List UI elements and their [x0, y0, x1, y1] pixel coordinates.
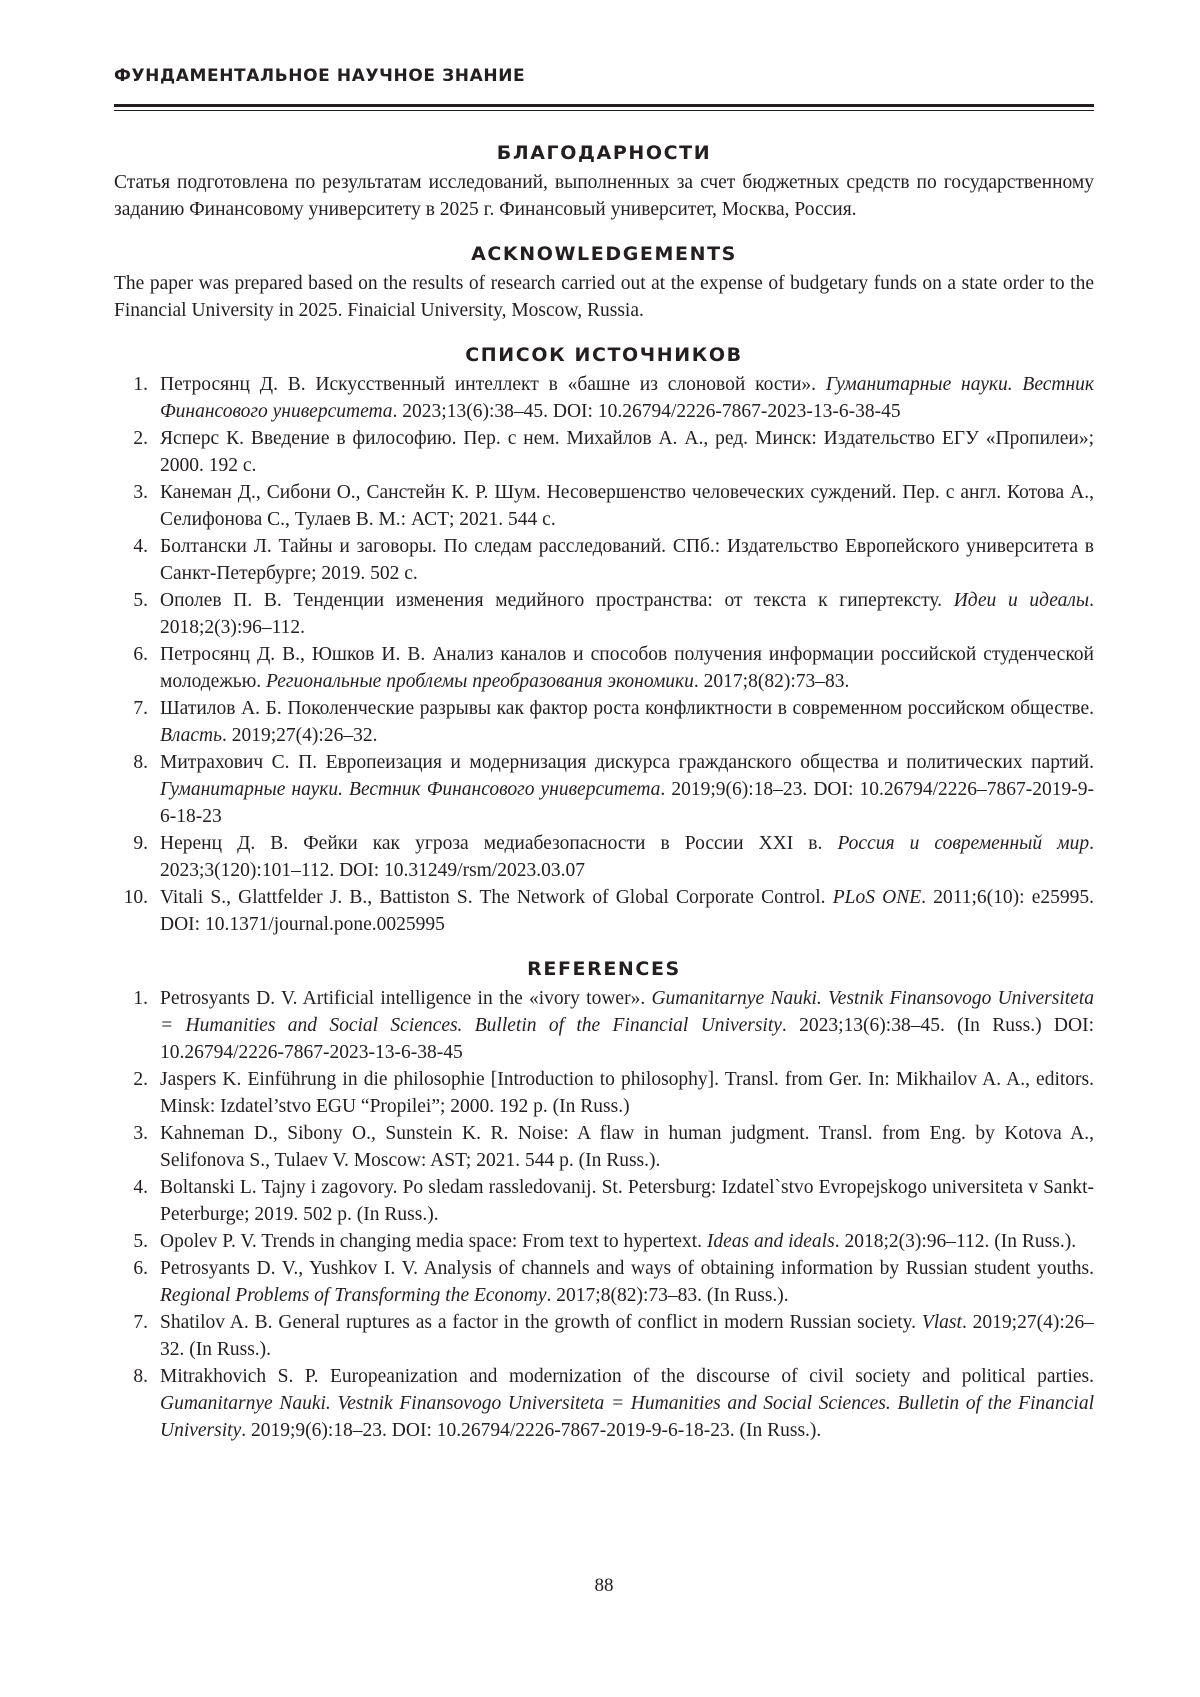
reference-item [114, 749, 1094, 830]
reference-number: 5. [133, 590, 148, 611]
reference-journal: Власть [160, 725, 223, 746]
reference-item [114, 1066, 1094, 1120]
acknowledgements-text: The paper was prepared based on the results of research carried out at the expense of budgetary funds on a state order to the Financial University in 2025. Finaicial University, Moscow, Russia. [114, 273, 1094, 321]
reference-number: 8. [133, 752, 148, 773]
reference-text: Болтански Л. Тайны и заговоры. По следам расследований. СПб.: Издательство Европейского университета в Санкт-Петербурге; 2019. 502 с. [160, 536, 1094, 584]
reference-text: Vitali S., Glattfelder J. B., Battiston S. The Network of Global Corporate Control. [160, 887, 833, 908]
reference-text: Opolev P. V. Trends in changing media space: From text to hypertext. [160, 1231, 707, 1252]
reference-details: . 2018;2(3):96–112. [160, 590, 1094, 638]
reference-number: 5. [133, 1231, 148, 1252]
reference-details: . 2023;3(120):101–112. DOI: 10.31249/rsm/2023.03.07 [160, 833, 1094, 881]
reference-details: . 2019;27(4):26–32. [222, 725, 378, 746]
reference-journal: Vlast [921, 1312, 962, 1333]
header-rule-thick [114, 104, 1094, 107]
reference-details: . 2017;8(82):73–83. [693, 671, 850, 692]
reference-item [114, 1309, 1094, 1363]
reference-number: 6. [133, 1258, 148, 1279]
page [114, 0, 1094, 1697]
reference-details: . 2011;6(10): e25995. DOI: 10.1371/journal.pone.0025995 [160, 887, 1094, 935]
thanks-text: Статья подготовлена по результатам исследований, выполненных за счет бюджетных средств по государственному заданию Финансовому университету в 2025 г. Финансовый университет, Москва, Россия. [114, 172, 1094, 220]
reference-text: Mitrakhovich S. P. Europeanization and modernization of the discourse of civil society and political parties. [160, 1366, 1094, 1387]
acknowledgements-section [114, 241, 1094, 324]
references-heading: REFERENCES [527, 958, 681, 980]
header-rule-thin [114, 110, 1094, 111]
reference-journal: Идеи и идеалы [953, 590, 1090, 611]
reference-number: 4. [133, 1177, 148, 1198]
reference-item [114, 1120, 1094, 1174]
reference-item [114, 695, 1094, 749]
reference-item [114, 371, 1094, 425]
reference-number: 8. [133, 1366, 148, 1387]
page-number: 88 [594, 1575, 614, 1596]
reference-text: Boltanski L. Tajny i zagovory. Po sledam rassledovanij. St. Petersburg: Izdatel`stvo Evropejskogo universiteta v Sankt-Peterburge; 2019. 502 p. (In Russ.). [160, 1177, 1094, 1225]
reference-details: . 2019;27(4):26–32. (In Russ.). [160, 1312, 1095, 1360]
reference-text: Jaspers K. Einführung in die philosophie [Introduction to philosophy]. Transl. from Ger. In: Mikhailov A. A., editors. Minsk: Izdatel’stvo EGU “Propilei”; 2000. 192 p. (In Russ.) [160, 1069, 1094, 1117]
reference-details: . 2019;9(6):18–23. DOI: 10.26794/2226–7867-2019-9-6-18-23 [160, 779, 1094, 827]
reference-item [114, 479, 1094, 533]
reference-text: Shatilov A. B. General ruptures as a factor in the growth of conflict in modern Russian society. [160, 1312, 922, 1333]
reference-text: Канеман Д., Сибони О., Санстейн К. Р. Шум. Несовершенство человеческих суждений. Пер. с англ. Котова А., Селифонова С., Тулаев В. М.: АСТ; 2021. 544 с. [160, 482, 1094, 530]
reference-details: . 2023;13(6):38–45. (In Russ.) DOI: 10.26794/2226-7867-2023-13-6-38-45 [160, 1015, 1094, 1063]
reference-journal: Ideas and ideals [706, 1231, 835, 1252]
reference-item [114, 587, 1094, 641]
sources-section [114, 342, 1094, 938]
reference-number: 9. [133, 833, 148, 854]
reference-item [114, 1255, 1094, 1309]
sources-heading: СПИСОК ИСТОЧНИКОВ [465, 344, 743, 366]
thanks-heading: БЛАГОДАРНОСТИ [496, 142, 712, 164]
reference-text: Шатилов А. Б. Поколенческие разрывы как фактор роста конфликтности в современном российском обществе. [160, 698, 1094, 719]
reference-details: . 2019;9(6):18–23. DOI: 10.26794/2226-7867-2019-9-6-18-23. (In Russ.). [241, 1420, 822, 1441]
acknowledgements-heading: ACKNOWLEDGEMENTS [471, 243, 737, 265]
reference-text: Kahneman D., Sibony O., Sunstein K. R. Noise: A flaw in human judgment. Transl. from Eng. by Kotova A., Selifonova S., Tulaev V. Moscow: AST; 2021. 544 p. (In Russ.). [160, 1123, 1094, 1171]
reference-number: 2. [133, 1069, 148, 1090]
reference-journal: Россия и современный мир [837, 833, 1090, 854]
reference-number: 2. [133, 428, 148, 449]
reference-item [114, 641, 1094, 695]
thanks-section [114, 140, 1094, 223]
article-content [114, 140, 1094, 1444]
reference-text: Ясперс К. Введение в философию. Пер. с нем. Михайлов А. А., ред. Минск: Издательство ЕГУ «Пропилеи»; 2000. 192 с. [160, 428, 1094, 476]
reference-item [114, 884, 1094, 938]
reference-text: Petrosyants D. V. Artificial intelligence in the «ivory tower». [160, 988, 652, 1009]
reference-item [114, 830, 1094, 884]
reference-text: Petrosyants D. V., Yushkov I. V. Analysis of channels and ways of obtaining information by Russian student youths. [160, 1258, 1094, 1279]
reference-number: 3. [133, 1123, 148, 1144]
reference-journal: Gumanitarnye Nauki. Vestnik Finansovogo Universiteta = Humanities and Social Sciences. Bulletin of the Financial University [160, 988, 1094, 1036]
reference-number: 6. [133, 644, 148, 665]
reference-number: 7. [133, 1312, 148, 1333]
reference-item [114, 425, 1094, 479]
reference-details: . 2023;13(6):38–45. DOI: 10.26794/2226-7867-2023-13-6-38-45 [392, 401, 901, 422]
sources-list [114, 371, 1094, 938]
reference-journal: Gumanitarnye Nauki. Vestnik Finansovogo Universiteta = Humanities and Social Sciences. Bulletin of the Financial University [160, 1393, 1094, 1441]
references-section [114, 956, 1094, 1444]
reference-number: 3. [133, 482, 148, 503]
reference-item [114, 1363, 1094, 1444]
reference-journal: Региональные проблемы преобразования экономики [266, 671, 694, 692]
reference-journal: Regional Problems of Transforming the Economy [160, 1285, 547, 1306]
reference-item [114, 985, 1094, 1066]
reference-text: Петросянц Д. В., Юшков И. В. Анализ каналов и способов получения информации российской студенческой молодежью. [160, 644, 1094, 692]
reference-journal: Гуманитарные науки. Вестник Финансового университета [160, 374, 1095, 422]
reference-text: Петросянц Д. В. Искусственный интеллект в «башне из слоновой кости». [160, 374, 826, 395]
running-head: ФУНДАМЕНТАЛЬНОЕ НАУЧНОЕ ЗНАНИЕ [114, 66, 526, 86]
reference-text: Неренц Д. В. Фейки как угроза медиабезопасности в России XXI в. [160, 833, 838, 854]
reference-details: . 2017;8(82):73–83. (In Russ.). [546, 1285, 789, 1306]
reference-item [114, 533, 1094, 587]
reference-journal: Гуманитарные науки. Вестник Финансового университета [160, 779, 661, 800]
reference-number: 1. [133, 988, 148, 1009]
reference-number: 1. [133, 374, 148, 395]
reference-number: 7. [133, 698, 148, 719]
reference-journal: PLoS ONE [832, 887, 922, 908]
reference-text: Митрахович С. П. Европеизация и модернизация дискурса гражданского общества и политических партий. [160, 752, 1094, 773]
references-list [114, 985, 1094, 1444]
reference-details: . 2018;2(3):96–112. (In Russ.). [834, 1231, 1077, 1252]
reference-item [114, 1174, 1094, 1228]
reference-text: Ополев П. В. Тенденции изменения медийного пространства: от текста к гипертексту. [160, 590, 954, 611]
reference-item [114, 1228, 1094, 1255]
reference-number: 4. [133, 536, 148, 557]
reference-number: 10. [123, 887, 148, 908]
